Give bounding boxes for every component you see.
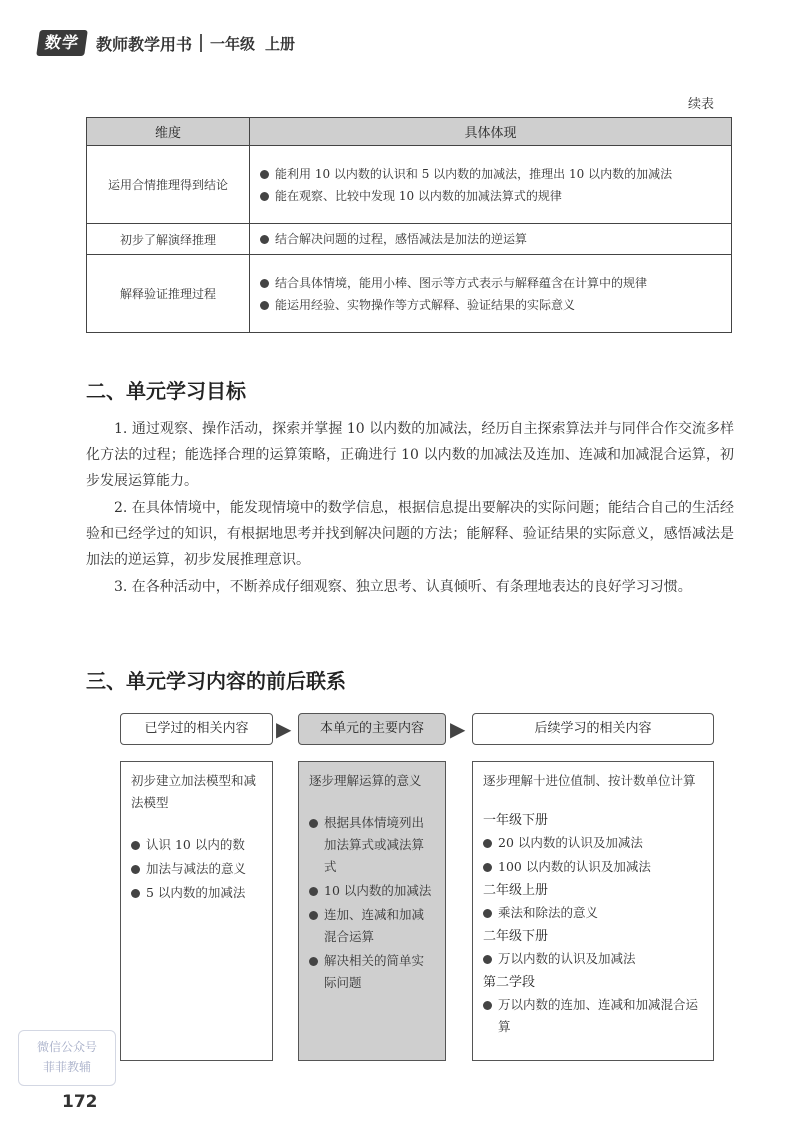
bullet-icon bbox=[309, 911, 318, 920]
bullet-icon bbox=[260, 192, 269, 201]
list-item bbox=[483, 832, 703, 854]
list-item-text: 连加、连减和加减混合运算 bbox=[324, 907, 425, 944]
table-header-row bbox=[87, 118, 732, 146]
bullet-icon bbox=[131, 889, 140, 898]
bullet-icon bbox=[309, 957, 318, 966]
bullet-icon bbox=[260, 279, 269, 288]
bullet-icon bbox=[483, 839, 492, 848]
bullet-icon bbox=[483, 955, 492, 964]
list-item bbox=[483, 902, 703, 924]
section-heading-goals: 二、单元学习目标 bbox=[86, 379, 246, 403]
table-row bbox=[87, 146, 732, 224]
unit-content-header: 本单元的主要内容 bbox=[298, 713, 446, 745]
list-item bbox=[260, 228, 723, 250]
list-item bbox=[309, 880, 435, 902]
watermark-line: 菲菲教辅 bbox=[42, 1060, 91, 1074]
list-item bbox=[483, 856, 703, 878]
bullet-icon bbox=[483, 1001, 492, 1010]
watermark-line: 微信公众号 bbox=[36, 1040, 97, 1054]
list-item bbox=[260, 163, 723, 185]
grade-label: 一年级 bbox=[210, 34, 256, 53]
grade-group-title: 第二学段 bbox=[483, 975, 536, 990]
dimension-cell: 初步了解演绎推理 bbox=[87, 224, 250, 255]
future-content-header: 后续学习的相关内容 bbox=[472, 713, 714, 745]
list-item-text: 万以内数的连加、连减和加减混合运算 bbox=[498, 997, 699, 1034]
bullet-icon bbox=[260, 301, 269, 310]
list-item-text: 20 以内数的认识及加减法 bbox=[498, 835, 643, 850]
detail-cell bbox=[250, 146, 732, 224]
bullet-icon bbox=[131, 841, 140, 850]
list-item-text: 5 以内数的加减法 bbox=[146, 885, 246, 900]
bullet-icon bbox=[260, 235, 269, 244]
prior-intro: 初步建立加法模型和减法模型 bbox=[131, 773, 257, 810]
list-item bbox=[260, 272, 723, 294]
list-item bbox=[131, 834, 262, 856]
bullet-icon bbox=[131, 865, 140, 874]
dimension-cell: 解释验证推理过程 bbox=[87, 255, 250, 333]
bullet-icon bbox=[483, 909, 492, 918]
unit-intro: 逐步理解运算的意义 bbox=[309, 773, 422, 788]
detail-cell bbox=[250, 255, 732, 333]
list-item bbox=[483, 948, 703, 970]
grade-group-title: 一年级下册 bbox=[483, 813, 549, 828]
table-row bbox=[87, 255, 732, 333]
prior-content-box bbox=[120, 761, 273, 1061]
list-item-text: 能运用经验、实物操作等方式解释、验证结果的实际意义 bbox=[275, 297, 576, 312]
list-item bbox=[309, 812, 435, 878]
header-divider bbox=[200, 34, 202, 52]
continued-label: 续表 bbox=[687, 97, 714, 112]
future-intro: 逐步理解十进位值制、按计数单位计算 bbox=[483, 773, 696, 788]
list-item-text: 万以内数的认识及加减法 bbox=[498, 951, 636, 966]
grade-group-title: 二年级下册 bbox=[483, 929, 549, 944]
list-item bbox=[309, 950, 435, 994]
list-item bbox=[131, 882, 262, 904]
list-item-text: 能利用 10 以内数的认识和 5 以内数的加减法，推理出 10 以内数的加减法 bbox=[275, 166, 673, 181]
table-row bbox=[87, 224, 732, 255]
goal-paragraph-2: 2. 在具体情境中，能发现情境中的数学信息，根据信息提出要解决的实际问题；能结合自己的生活经验和已经学过的知识，有根据地思考并找到解决问题的方法；能解释、验证结果的实际意义，感悟减法是加法的逆运算，初步发展推理意识。 bbox=[86, 500, 734, 568]
book-title: 教师教学用书 bbox=[96, 34, 193, 54]
list-item bbox=[260, 185, 723, 207]
unit-content-box bbox=[298, 761, 446, 1061]
detail-cell bbox=[250, 224, 732, 255]
prior-content-header: 已学过的相关内容 bbox=[120, 713, 273, 745]
arrow-right-icon: ▶ bbox=[276, 717, 292, 741]
list-item bbox=[483, 994, 703, 1038]
future-content-box bbox=[472, 761, 714, 1061]
bullet-icon bbox=[309, 819, 318, 828]
math-logo: 数学 bbox=[36, 30, 88, 56]
goal-paragraph-1: 1. 通过观察、操作活动，探索并掌握 10 以内数的加减法，经历自主探索算法并与同伴合作交流多样化方法的过程；能选择合理的运算策略，正确进行 10 以内数的加减法及连加、连减和加减混合运算，初步发展运算能力。 bbox=[86, 421, 734, 489]
page-header bbox=[38, 28, 295, 58]
table-header-detail: 具体体现 bbox=[250, 118, 732, 146]
bullet-icon bbox=[309, 887, 318, 896]
table-header-dimension: 维度 bbox=[87, 118, 250, 146]
watermark bbox=[18, 1030, 116, 1086]
list-item-text: 乘法和除法的意义 bbox=[498, 905, 599, 920]
page-number: 172 bbox=[62, 1092, 98, 1112]
list-item-text: 10 以内数的加减法 bbox=[324, 883, 432, 898]
list-item bbox=[309, 904, 435, 948]
list-item bbox=[131, 858, 262, 880]
goal-paragraph-3: 3. 在各种活动中，不断养成仔细观察、独立思考、认真倾听、有条理地表达的良好学习习惯。 bbox=[114, 579, 692, 595]
list-item-text: 结合解决问题的过程，感悟减法是加法的逆运算 bbox=[275, 232, 528, 246]
volume-label: 上册 bbox=[265, 34, 296, 53]
list-item-text: 100 以内数的认识及加减法 bbox=[498, 859, 651, 874]
section-heading-connections: 三、单元学习内容的前后联系 bbox=[86, 669, 346, 693]
list-item-text: 加法与减法的意义 bbox=[146, 861, 247, 876]
bullet-icon bbox=[483, 863, 492, 872]
list-item-text: 解决相关的简单实际问题 bbox=[324, 953, 425, 990]
dimension-cell: 运用合情推理得到结论 bbox=[87, 146, 250, 224]
list-item-text: 结合具体情境，能用小棒、图示等方式表示与解释蕴含在计算中的规律 bbox=[275, 275, 648, 290]
list-item-text: 认识 10 以内的数 bbox=[146, 837, 245, 852]
reasoning-table bbox=[86, 117, 732, 333]
list-item-text: 根据具体情境列出加法算式或减法算式 bbox=[324, 815, 425, 874]
list-item bbox=[260, 294, 723, 316]
arrow-right-icon: ▶ bbox=[450, 717, 466, 741]
bullet-icon bbox=[260, 170, 269, 179]
grade-group-title: 二年级上册 bbox=[483, 883, 549, 898]
list-item-text: 能在观察、比较中发现 10 以内数的加减法算式的规律 bbox=[275, 188, 562, 203]
